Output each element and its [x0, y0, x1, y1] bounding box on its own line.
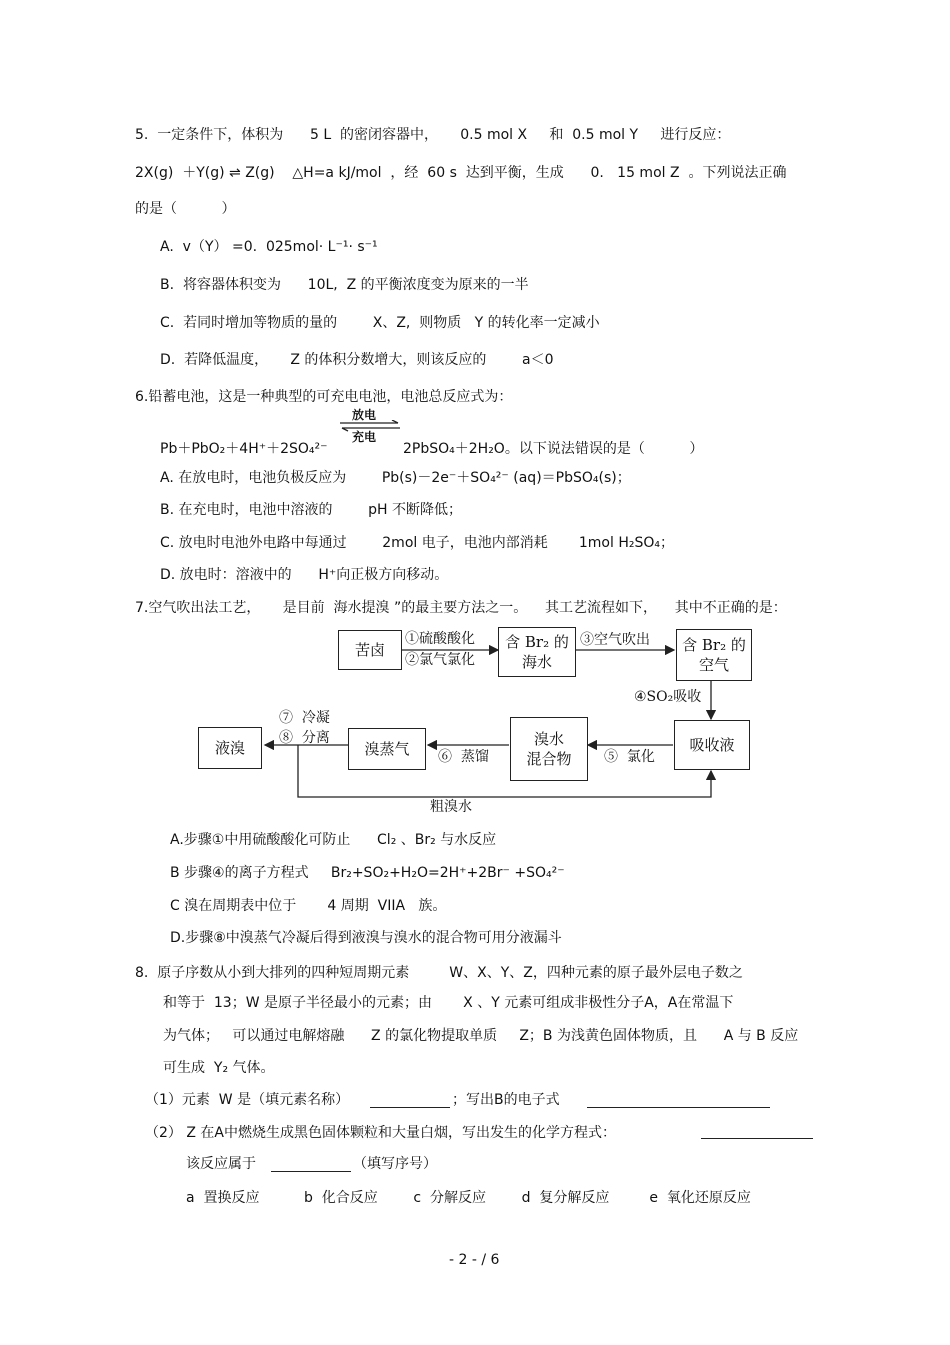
q5-line1: 5. 一定条件下，体积为 5 L 的密闭容器中， 0.5 mol X 和 0.5 mol Y 进行反应：	[135, 127, 731, 143]
q8-line1: 8. 原子序数从小到大排列的四种短周期元素 W、X、Y、Z，四种元素的原子最外层电子数之	[135, 965, 743, 981]
q8-sub2-prompt: （2） Z 在A中燃烧生成黑色固体颗粒和大量白烟，写出发生的化学方程式：	[145, 1125, 616, 1141]
q7-option-d: D.步骤⑧中溴蒸气冷凝后得到液溴与溴水的混合物可用分液漏斗	[170, 930, 562, 946]
q6-option-a: A. 在放电时，电池负极反应为 Pb(s)－2e⁻＋SO₄²⁻ (aq)＝PbSO₄(s)；	[160, 470, 631, 486]
q5-option-a: A. v（Y） =0. 025mol· L⁻¹· s⁻¹	[160, 239, 378, 255]
flow-box-liquid: 液溴	[198, 727, 262, 769]
q8-sub1-prompt: （1）元素 W 是（填元素名称）	[145, 1092, 350, 1108]
flow-step-7: ⑦ 冷凝	[279, 710, 330, 726]
q5-line3: 的是（ ）	[135, 201, 236, 217]
q8-sub2-reaction-type: 该反应属于	[186, 1156, 256, 1172]
q8-choices: a 置换反应 b 化合反应 c 分解反应 d 复分解反应 e 氧化还原反应	[186, 1190, 751, 1206]
q6-option-d: D. 放电时：溶液中的 H⁺向正极方向移动。	[160, 567, 449, 583]
flow-box-mix: 溴水 混合物	[510, 717, 588, 781]
answer-blank-element-name[interactable]	[370, 1091, 450, 1108]
flow-box-vapor: 溴蒸气	[348, 728, 426, 770]
q8-line4: 可生成 Y₂ 气体。	[163, 1060, 275, 1076]
q6-arrow-charge-label: 充电	[352, 430, 377, 444]
q6-line1: 6.铅蓄电池，这是一种典型的可充电电池，电池总反应式为：	[135, 389, 513, 405]
q8-sub2-hint: （填写序号）	[353, 1156, 437, 1172]
flow-step-1: ①硫酸酸化	[405, 631, 475, 647]
flow-box-kulu: 苦卤	[338, 630, 402, 670]
q7-option-a: A.步骤①中用硫酸酸化可防止 Cl₂ 、Br₂ 与水反应	[170, 832, 497, 848]
q5-option-b: B. 将容器体积变为 10L, Z 的平衡浓度变为原来的一半	[160, 277, 529, 293]
q8-line3: 为气体； 可以通过电解熔融 Z 的氯化物提取单质 Z；B 为浅黄色固体物质，且 A 与 B 反应	[163, 1028, 799, 1044]
q8-sub1-electron-formula: ；写出B的电子式	[452, 1092, 560, 1108]
q6-option-c: C. 放电时电池外电路中每通过 2mol 电子，电池内部消耗 1mol H₂SO₄；	[160, 535, 674, 551]
q8-line2: 和等于 13；W 是原子半径最小的元素；由 X 、Y 元素可组成非极性分子A，A在常温下	[163, 995, 734, 1011]
q7-option-b: B 步骤④的离子方程式 Br₂+SO₂+H₂O=2H⁺+2Br⁻ +SO₄²⁻	[170, 865, 565, 881]
q6-equation-right: 2PbSO₄＋2H₂O。以下说法错误的是（ ）	[403, 441, 704, 457]
answer-blank-equation[interactable]	[701, 1122, 813, 1139]
q7-line1: 7.空气吹出法工艺， 是目前 海水提溴 ”的最主要方法之一。 其工艺流程如下， 其中不正确的是：	[135, 600, 787, 616]
flow-step-8: ⑧ 分离	[279, 730, 330, 746]
q6-arrow-discharge-label: 放电	[352, 408, 377, 422]
answer-blank-electron-formula[interactable]	[587, 1091, 770, 1108]
flow-step-6: ⑥ 蒸馏	[438, 749, 489, 765]
flow-step-2: ②氯气氯化	[405, 652, 475, 668]
q6-equation-left: Pb＋PbO₂＋4H⁺＋2SO₄²⁻	[160, 441, 328, 457]
q5-option-c: C. 若同时增加等物质的量的 X、Z, 则物质 Y 的转化率一定减小	[160, 315, 600, 331]
q5-line2: 2X(g) ＋Y(g) ⇌ Z(g) △H=a kJ/mol ，经 60 s 达到平衡，生成 0. 15 mol Z 。下列说法正确	[135, 165, 787, 181]
page-number: - 2 - / 6	[449, 1252, 500, 1268]
answer-blank-reaction-type[interactable]	[271, 1155, 351, 1172]
flow-crude-label: 粗溴水	[430, 799, 472, 815]
flow-box-seawater: 含 Br₂ 的 海水	[498, 627, 576, 677]
flow-step-4: ④SO₂吸收	[634, 689, 702, 705]
flow-box-absorb: 吸收液	[674, 720, 750, 770]
q6-option-b: B. 在充电时，电池中溶液的 pH 不断降低；	[160, 502, 462, 518]
q5-option-d: D. 若降低温度， Z 的体积分数增大，则该反应的 a＜0	[160, 352, 554, 368]
flow-step-3: ③空气吹出	[580, 632, 650, 648]
flow-box-air: 含 Br₂ 的 空气	[676, 629, 752, 681]
flow-step-5: ⑤ 氯化	[604, 749, 655, 765]
q7-option-c: C 溴在周期表中位于 4 周期 VIIA 族。	[170, 898, 447, 914]
